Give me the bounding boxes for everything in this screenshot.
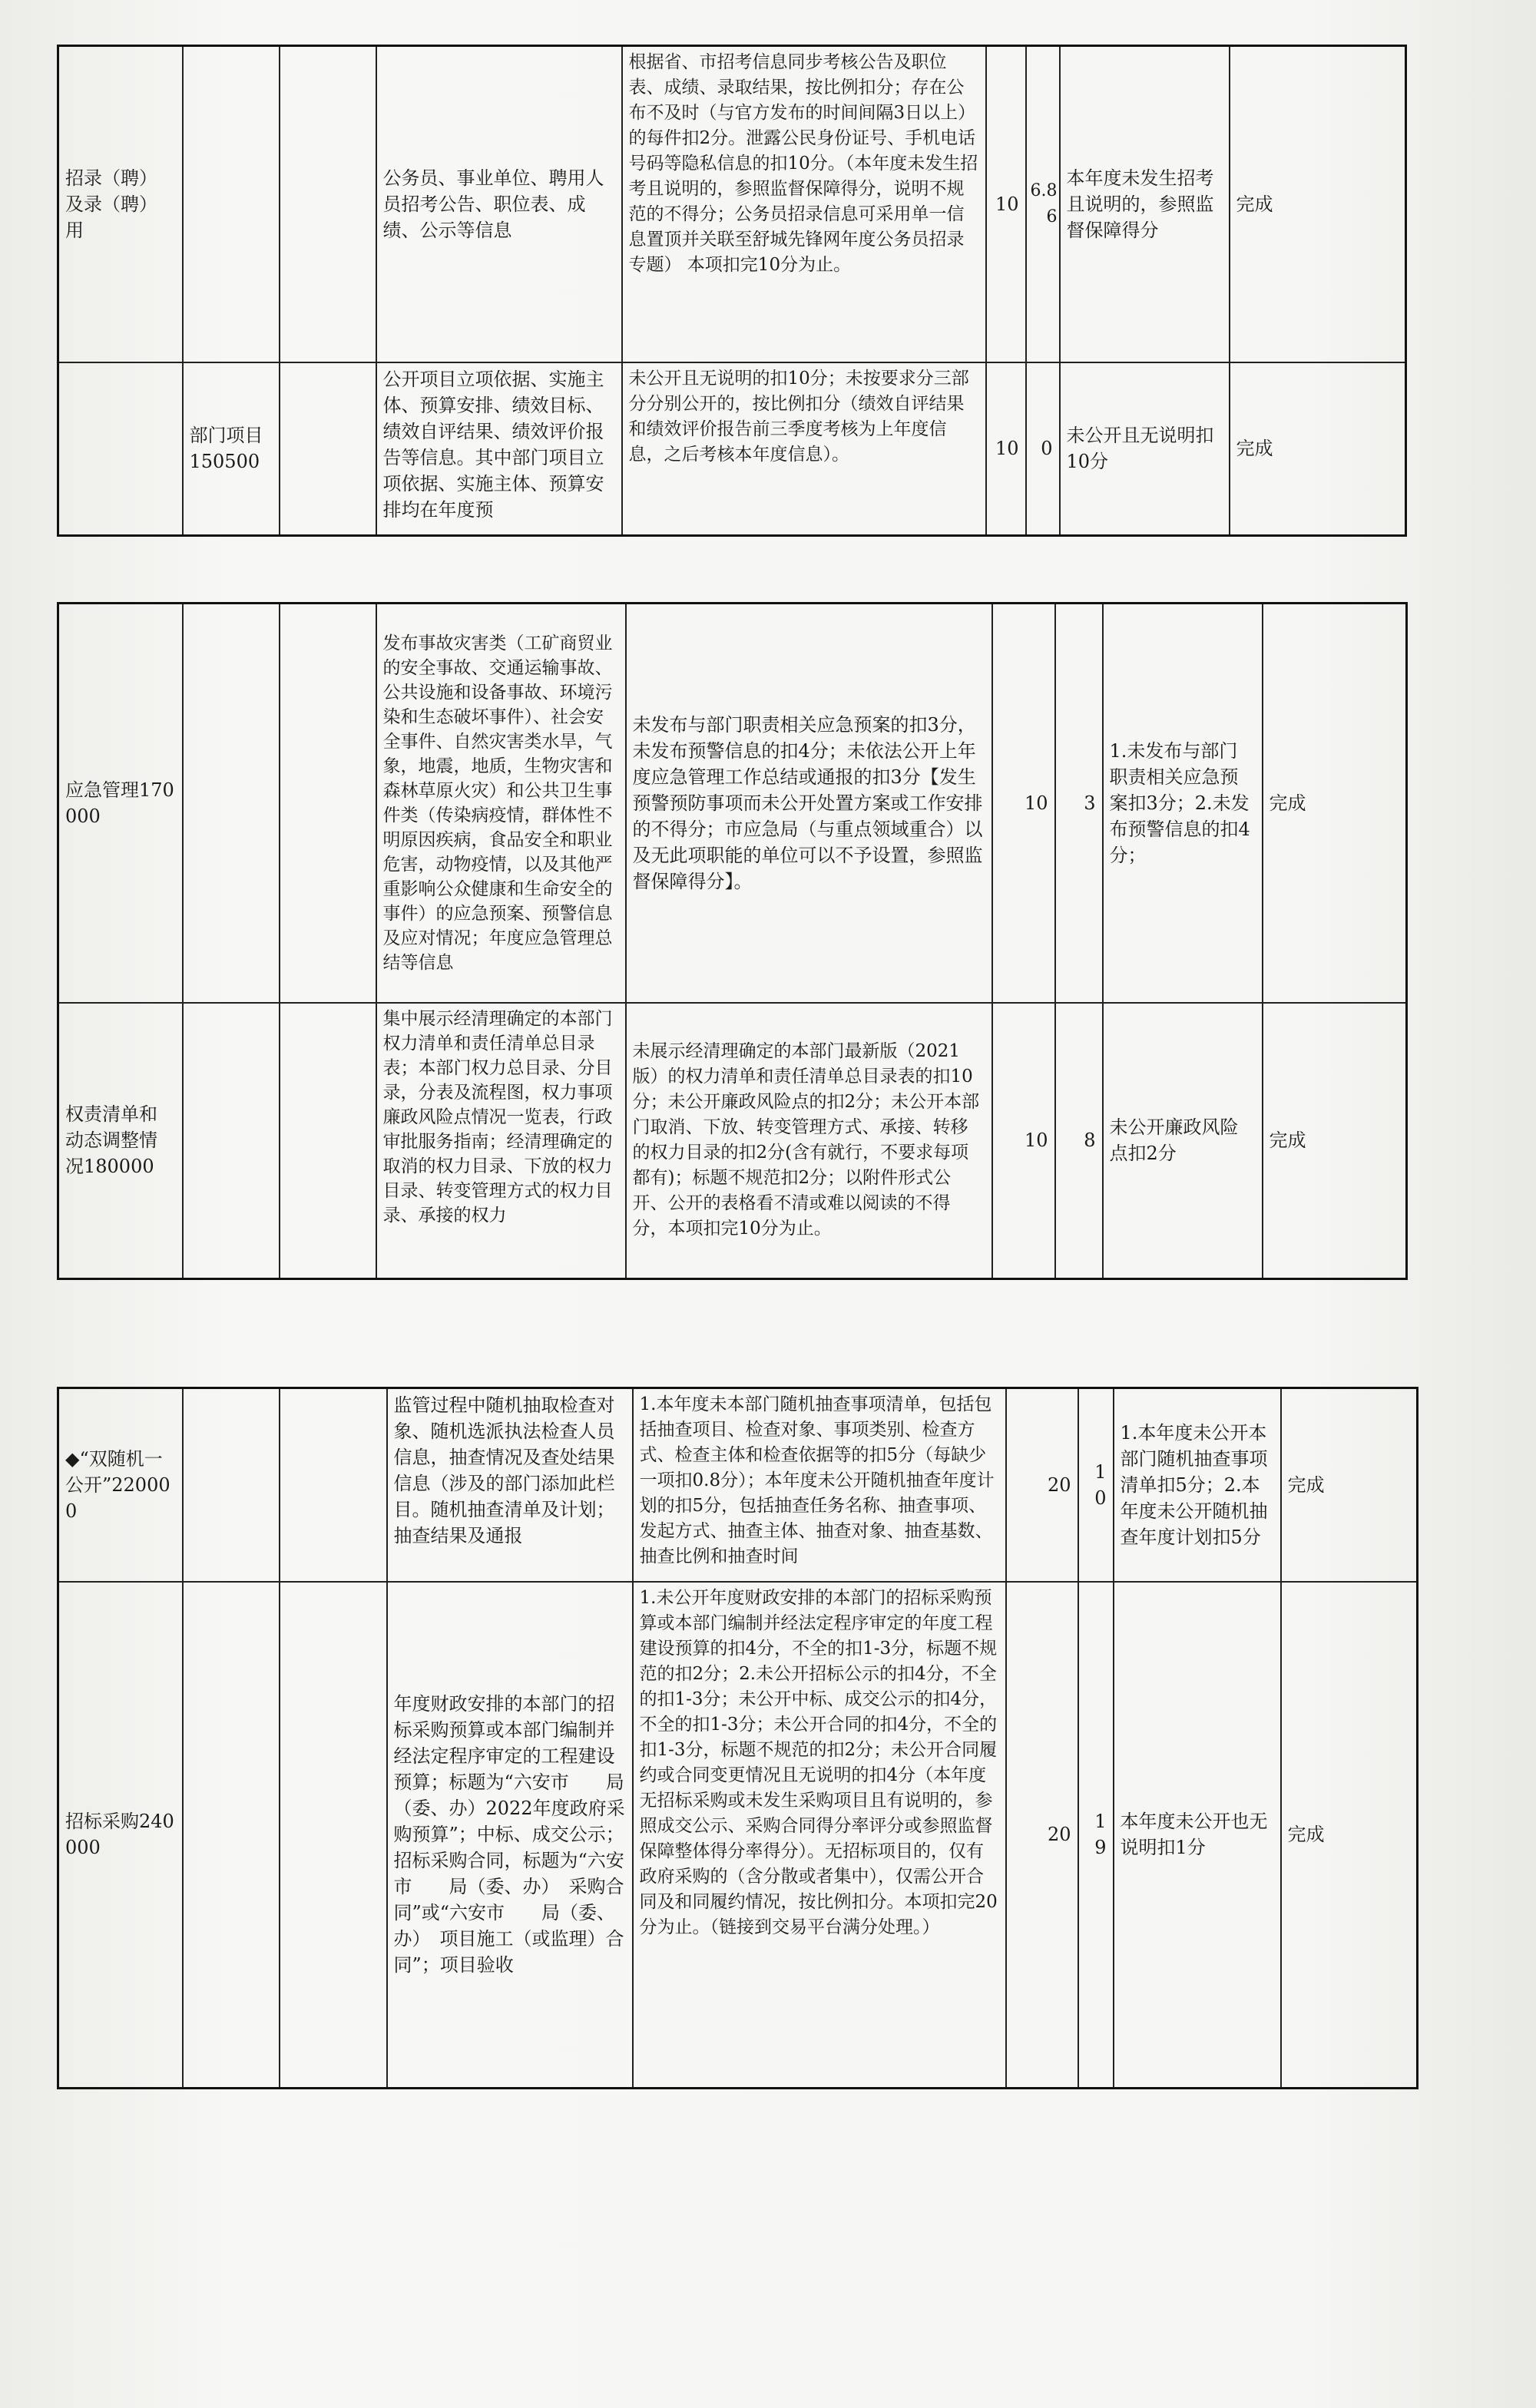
full-score-cell: 10 — [986, 46, 1026, 362]
content-cell: 监管过程中随机抽取检查对象、随机选派执法检查人员信息，抽查情况及查处结果信息（涉及的部门添加此栏目。随机抽查清单及计划；抽查结果及通报 — [387, 1388, 633, 1582]
category-cell: ◆“双随机一公开”220000 — [58, 1388, 183, 1582]
subcategory-cell: 部门项目150500 — [183, 362, 280, 536]
full-score-cell: 10 — [986, 362, 1026, 536]
standard-cell: 未展示经清理确定的本部门最新版（2021版）的权力清单和责任清单总目录表的扣10分；未公开廉政风险点的扣2分；未公开本部门取消、下放、转变管理方式、承接、转移的权力目录的扣2分(含有就行，不要求每项都有)；标题不规范扣2分；以附件形式公开、公开的表格看不清或难以阅读的不得分，本项扣完10分为止。 — [626, 1003, 992, 1279]
subcategory-cell — [183, 1003, 280, 1279]
full-score-cell: 20 — [1006, 1388, 1078, 1582]
table-row — [58, 1003, 1407, 1279]
full-score-cell: 20 — [1006, 1582, 1078, 2089]
status-cell: 完成 — [1281, 1582, 1418, 2089]
subcategory-cell — [183, 1582, 280, 2089]
score-cell: 19 — [1078, 1582, 1114, 2089]
category-cell — [58, 362, 183, 536]
status-cell: 完成 — [1263, 1003, 1407, 1279]
standard-text: 1.本年度未本部门随机抽查事项清单，包括包括抽查项目、检查对象、事项类别、检查方式、检查主体和检查依据等的扣5分（每缺少一项扣0.8分）；本年度未公开随机抽查年度计划的扣5分，包括抽查任务名称、抽查事项、发起方式、抽查主体、抽查对象、抽查基数、抽查比例和抽查时间 — [639, 1394, 995, 1566]
table-row — [58, 46, 1406, 362]
category-cell: 应急管理170000 — [58, 604, 183, 1003]
reason-cell: 未公开廉政风险点扣2分 — [1103, 1003, 1263, 1279]
content-cell: 年度财政安排的本部门的招标采购预算或本部门编制并经法定程序审定的工程建设预算；标题为“六安市 局（委、办）2022年度政府采购预算”；中标、成交公示；招标采购合同，标题为“六安市 局（委、办） 采购合同”或“六安市 局（委、办） 项目施工（或监理）合同”；项目验收 — [387, 1582, 633, 2089]
empty-cell — [280, 1582, 387, 2089]
subcategory-cell — [183, 604, 280, 1003]
status-cell: 完成 — [1263, 604, 1407, 1003]
standard-cell: 根据省、市招考信息同步考核公告及职位表、成绩、录取结果，按比例扣分；存在公布不及时（与官方发布的时间间隔3日以上）的每件扣2分。泄露公民身份证号、手机电话号码等隐私信息的扣10分。（本年度未发生招考且说明的，参照监督保障得分，说明不规范的不得分；公务员招录信息可采用单一信息置顶并关联至舒城先锋网年度公务员招录专题） 本项扣完10分为止。 — [622, 46, 986, 362]
status-cell: 完成 — [1230, 362, 1406, 536]
score-cell: 3 — [1055, 604, 1103, 1003]
reason-cell: 本年度未公开也无说明扣1分 — [1114, 1582, 1281, 2089]
subcategory-cell — [183, 1388, 280, 1582]
empty-cell — [280, 1388, 387, 1582]
reason-cell: 未公开且无说明扣10分 — [1060, 362, 1230, 536]
full-score-cell: 10 — [992, 1003, 1055, 1279]
status-cell: 完成 — [1281, 1388, 1418, 1582]
subcategory-cell — [183, 46, 280, 362]
reason-cell: 1.本年度未公开本部门随机抽查事项清单扣5分；2.本年度未公开随机抽查年度计划扣5分 — [1114, 1388, 1281, 1582]
standard-cell — [633, 1388, 1006, 1582]
empty-cell — [280, 46, 376, 362]
content-cell: 公务员、事业单位、聘用人员招考公告、职位表、成绩、公示等信息 — [376, 46, 622, 362]
empty-cell — [280, 604, 376, 1003]
table-row — [58, 1582, 1418, 2089]
table-row — [58, 1388, 1418, 1582]
standard-cell: 1.未公开年度财政安排的本部门的招标采购预算或本部门编制并经法定程序审定的年度工程建设预算的扣4分，不全的扣1-3分，标题不规范的扣2分；2.未公开招标公示的扣4分，不全的扣1-3分；未公开中标、成交公示的扣4分，不全的扣1-3分；未公开合同的扣4分，不全的扣1-3分，标题不规范的扣2分；未公开合同履约或合同变更情况且无说明的扣4分（本年度无招标采购或未发生采购项目且有说明的，参照成交公示、采购合同得分率评分或参照监督保障整体得分率得分）。无招标项目的，仅有政府采购的（含分散或者集中），仅需公开合同及和同履约情况，按比例扣分。本项扣完20分为止。（链接到交易平台满分处理。） — [633, 1582, 1006, 2089]
standard-cell: 未发布与部门职责相关应急预案的扣3分，未发布预警信息的扣4分；未依法公开上年度应急管理工作总结或通报的扣3分【发生预警预防事项而未公开处置方案或工作安排的不得分；市应急局（与重点领域重合）以及无此项职能的单位可以不予设置，参照监督保障得分】。 — [626, 604, 992, 1003]
evaluation-table-block-1 — [57, 45, 1407, 537]
category-cell: 招标采购240000 — [58, 1582, 183, 2089]
evaluation-table-block-3 — [57, 1387, 1418, 2089]
status-cell: 完成 — [1230, 46, 1406, 362]
content-cell: 发布事故灾害类（工矿商贸业的安全事故、交通运输事故、公共设施和设备事故、环境污染和生态破坏事件）、社会安全事件、自然灾害类水旱，气象，地震，地质，生物灾害和森林草原火灾）和公共卫生事件类（传染病疫情，群体性不明原因疾病，食品安全和职业危害，动物疫情，以及其他严重影响公众健康和生命安全的事件）的应急预案、预警信息及应对情况；年度应急管理总结等信息 — [376, 604, 626, 1003]
table-row — [58, 604, 1407, 1003]
content-cell: 公开项目立项依据、实施主体、预算安排、绩效目标、绩效自评结果、绩效评价报告等信息。其中部门项目立项依据、实施主体、预算安排均在年度预 — [376, 362, 622, 536]
empty-cell — [280, 1003, 376, 1279]
score-cell: 0 — [1026, 362, 1060, 536]
full-score-cell: 10 — [992, 604, 1055, 1003]
category-cell: 招录（聘）及录（聘）用 — [58, 46, 183, 362]
category-cell: 权责清单和动态调整情况180000 — [58, 1003, 183, 1279]
empty-cell — [280, 362, 376, 536]
score-cell: 10 — [1078, 1388, 1114, 1582]
reason-cell: 1.未发布与部门职责相关应急预案扣3分；2.未发布预警信息的扣4分； — [1103, 604, 1263, 1003]
content-cell: 集中展示经清理确定的本部门权力清单和责任清单总目录表；本部门权力总目录、分目录，分表及流程图，权力事项廉政风险点情况一览表，行政审批服务指南；经清理确定的取消的权力目录、下放的权力目录、转变管理方式的权力目录、承接的权力 — [376, 1003, 626, 1279]
score-cell: 6.86 — [1026, 46, 1060, 362]
score-cell: 8 — [1055, 1003, 1103, 1279]
evaluation-table-block-2 — [57, 602, 1408, 1280]
reason-cell: 本年度未发生招考且说明的，参照监督保障得分 — [1060, 46, 1230, 362]
standard-cell: 未公开且无说明的扣10分；未按要求分三部分分别公开的，按比例扣分（绩效自评结果和绩效评价报告前三季度考核为上年度信息，之后考核本年度信息）。 — [622, 362, 986, 536]
table-row — [58, 362, 1406, 536]
